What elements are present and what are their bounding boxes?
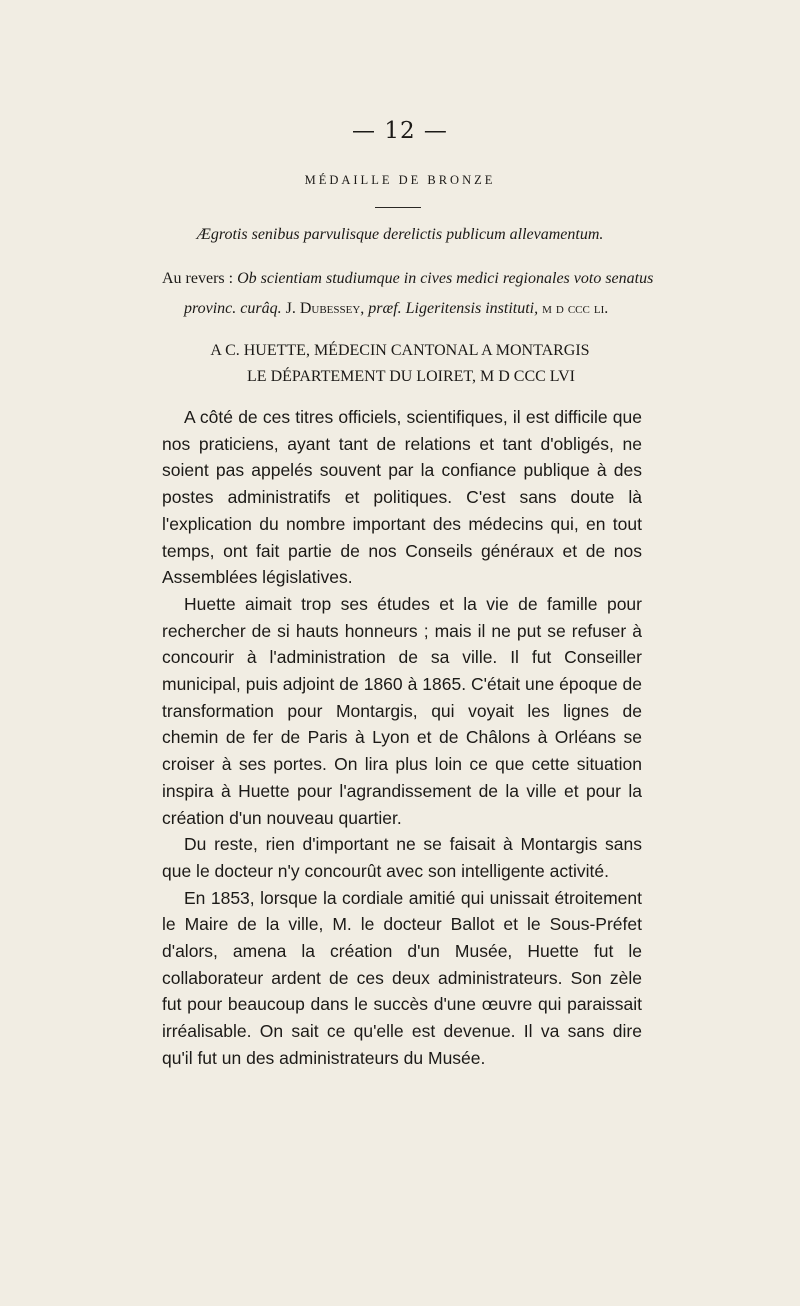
reverse-date: m d ccc li. [538, 300, 609, 317]
prefect-name: Dubessey [299, 300, 361, 317]
reverse-latin-text: Ob scientiam studiumque in cives medici regionales voto senatus [237, 270, 654, 287]
paragraph: A côté de ces titres officiels, scientifiques, il est difficile que nos praticiens, ayant tant de relations et tant d'obligés, ne soient pas appelés souvent par la confiance publique à des postes administratifs et politiques. C'est sans doute là l'explication du nombre important des médecins qui, en tout temps, ont fait partie de nos Conseils généraux et de nos Assemblées législatives. [162, 407, 642, 588]
paragraph: En 1853, lorsque la cordiale amitié qui unissait étroitement le Maire de la ville, M. le docteur Ballot et le Sous-Préfet d'alors, amena la création d'un Musée, Huette fut le collaborateur ardent de ces deux administrateurs. Son zèle fut pour beaucoup dans le succès d'une œuvre qui paraissait irréalisable. On sait ce qu'elle est devenue. Il va sans dire qu'il fut un des administrateurs du Musée. [162, 887, 642, 1068]
prefect-initial: J. [281, 300, 300, 317]
dedication [0, 338, 800, 390]
institute-text: præf. Ligeritensis instituti, [368, 300, 539, 317]
reverse-latin-continuation: provinc. curâq. [184, 300, 282, 317]
body-text [162, 404, 642, 1072]
reverse-line-2: provinc. curâq. J. Dubessey, præf. Ligeritensis instituti, m d ccc li. [184, 300, 609, 317]
reverse-line-1 [162, 264, 654, 294]
dedication-line-2: LE DÉPARTEMENT DU LOIRET, M D CCC LVI [247, 368, 575, 385]
heading-divider [375, 207, 421, 208]
reverse-prefix: Au revers : [162, 270, 238, 287]
paragraph: Du reste, rien d'important ne se faisait à Montargis sans que le docteur n'y concourût avec son intelligente activité. [162, 834, 642, 881]
paragraph: Huette aimait trop ses études et la vie de famille pour rechercher de si hauts honneurs ; mais il ne put se refuser à concourir à l'administration de sa ville. Il fut Conseiller municipal, puis adjoint de 1860 à 1865. C'était une époque de transformation pour Montargis, qui voyait les lignes de chemin de fer de Paris à Lyon et de Châlons à Orléans se croiser à ses portes. On lira plus loin ce que cette situation inspira à Huette pour l'agrandissement de la ville et pour la création d'un nouveau quartier. [162, 593, 642, 828]
section-heading: MÉDAILLE DE BRONZE [304, 173, 496, 187]
reverse-inscription [162, 264, 654, 324]
page-number: — 12 — [352, 118, 448, 144]
dedication-line-1: A C. HUETTE, MÉDECIN CANTONAL A MONTARGIS [210, 342, 590, 359]
obverse-inscription: Ægrotis senibus parvulisque derelictis publicum allevamentum. [196, 226, 604, 243]
